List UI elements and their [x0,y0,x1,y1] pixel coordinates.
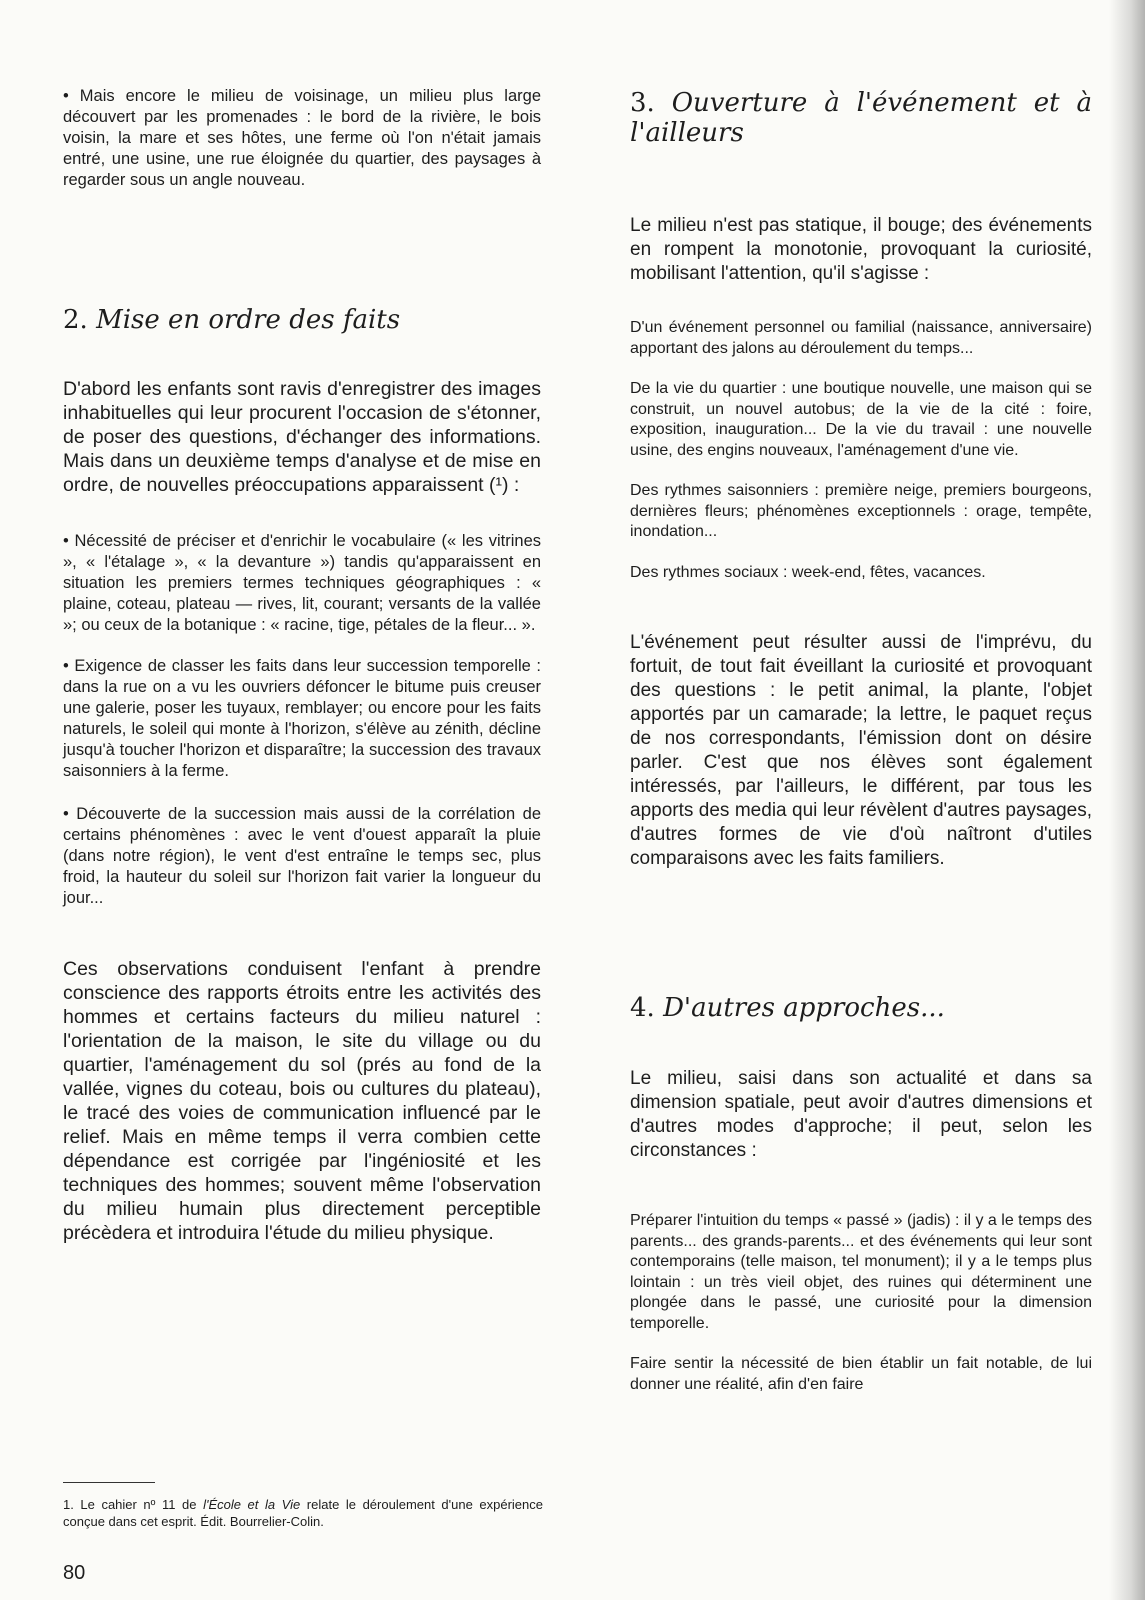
left-column [63,86,541,1245]
right-column [630,88,1092,1395]
section-4-heading [630,993,1092,1023]
page-number: 80 [63,1562,86,1584]
section-3-intro: Le milieu n'est pas statique, il bouge; des événements en rompent la monotonie, provoquant la curiosité, mobilisant l'attention, qu'il s'agisse : [630,215,1092,284]
section-3-item-quarter: De la vie du quartier : une boutique nouvelle, une maison qui se construit, un nouvel autobus; de la vie de la cité : foire, exposition, inauguration... De la vie du travail : une nouvelle usine, des engins nouveaux, l'aménagement d'une vie. [630,380,1092,459]
section-2-bullet-succession: • Exigence de classer les faits dans leur succession temporelle : dans la rue on a vu les ouvriers défoncer le bitume puis creuser une galerie, poser les tuyaux, remblayer; ou encore pour les faits naturels, le soleil qui monte à l'horizon, s'élève au zénith, décline jusqu'à toucher l'horizon et disparaître; la succession des travaux saisonniers à la ferme. [63,657,541,780]
section-3-number: 3. [630,88,655,118]
section-4-title: D'autres approches... [663,993,945,1023]
section-4-item-past: Préparer l'intuition du temps « passé » (jadis) : il y a le temps des parents... des grands-parents... et des événements qui leur sont contemporains (telle maison, tel monument); il y a le temps plus lointain : un très vieil objet, des ruines qui déterminent une plongée dans le passé, une curiosité pour la dimension temporelle. [630,1212,1092,1332]
footnote-divider [63,1482,155,1483]
section-2-conclusion: Ces observations conduisent l'enfant à prendre conscience des rapports étroits entre les activités des hommes et certains facteurs du milieu naturel : l'orientation de la maison, le site du village ou du quartier, l'aménagement du sol (prés au fond de la vallée, vignes du coteau, bois ou cultures du plateau), le tracé des voies de communication influencé par le relief. Mais en même temps il verra combien cette dépendance est corrigée par l'ingéniosité et les techniques des hommes; souvent même l'observation du milieu humain plus directement perceptible précèdera et introduira l'étude du milieu physique. [63,958,541,1244]
section-4-intro: Le milieu, saisi dans son actualité et dans sa dimension spatiale, peut avoir d'autres dimensions et d'autres modes d'approche; il peut, selon les circonstances : [630,1068,1092,1161]
footnote-prefix: 1. Le cahier nº 11 de [63,1497,204,1512]
footnote-title: l'École et la Vie [203,1497,301,1512]
section-3-item-personal: D'un événement personnel ou familial (naissance, anniversaire) apportant des jalons au déroulement du temps... [630,319,1092,357]
section-3-conclusion: L'événement peut résulter aussi de l'imprévu, du fortuit, de tout fait éveillant la curiosité et provoquant des questions : le petit animal, la plante, l'objet apportés par un camarade; la lettre, le paquet reçus de nos correspondants, l'émission dont on désire parler. C'est que nos élèves sont également intéressés, par l'ailleurs, le différent, par tous les apports des media qui leur révèlent d'autres paysages, d'autres formes de vie d'où naîtront d'utiles comparaisons avec les faits familiers. [630,632,1092,869]
section-2-bullet-vocabulary: • Nécessité de préciser et d'enrichir le vocabulaire (« les vitrines », « l'étalage », « la devanture ») tandis qu'apparaissent en situation les premiers termes techniques géographiques : « plaine, coteau, plateau — rives, lit, courant; versants de la vallée »; ou ceux de la botanique : « racine, tige, pétales de la fleur... ». [63,532,541,634]
page-gutter-shadow [1109,0,1145,1600]
section-3-item-social: Des rythmes sociaux : week-end, fêtes, vacances. [630,563,986,581]
section-3-title: Ouverture à l'événement et à l'ailleurs [630,88,1093,148]
section-2-intro: D'abord les enfants sont ravis d'enregistrer des images inhabituelles qui leur procurent l'occasion de s'étonner, de poser des questions, d'échanger des informations. Mais dans un deuxième temps d'analyse et de mise en ordre, de nouvelles préoccupations apparaissent (¹) : [63,378,541,496]
section-2-title: Mise en ordre des faits [96,305,401,335]
footnote-suffix: relate le déroulement d'une expérience conçue dans cet esprit. Édit. Bourrelier-Colin. [63,1497,543,1529]
section-2-heading [63,305,541,335]
intro-bullet: • Mais encore le milieu de voisinage, un milieu plus large découvert par les promenades : le bord de la rivière, le bois voisin, la mare et ses hôtes, une ferme où l'on n'était jamais entré, une usine, une rue éloignée du quartier, des paysages à regarder sous un angle nouveau. [63,87,541,189]
section-3-heading [630,88,1092,148]
section-2-number: 2. [63,305,88,335]
footnote [63,1496,543,1530]
section-4-number: 4. [630,993,655,1023]
section-4-item-fact: Faire sentir la nécessité de bien établir un fait notable, de lui donner une réalité, afin d'en faire [630,1355,1092,1393]
section-2-bullet-correlation: • Découverte de la succession mais aussi de la corrélation de certains phénomènes : avec le vent d'ouest apparaît la pluie (dans notre région), le vent d'est entraîne le temps sec, plus froid, la hauteur du soleil sur l'horizon fait varier la longueur du jour... [63,805,541,907]
section-3-item-seasons: Des rythmes saisonniers : première neige, premiers bourgeons, dernières fleurs; phénomènes exceptionnels : orage, tempête, inondation... [630,482,1092,540]
